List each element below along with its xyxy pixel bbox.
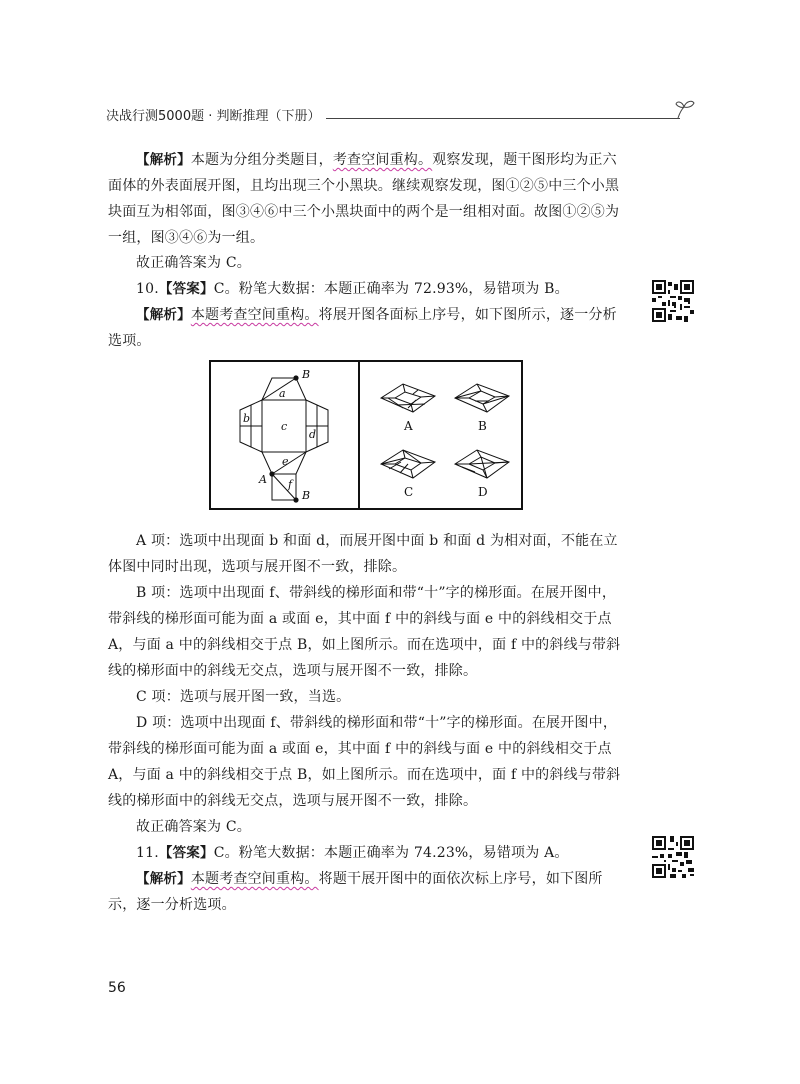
- option-c-solid: [381, 450, 435, 478]
- option-solids: [363, 362, 521, 508]
- q9-conclusion: 故正确答案为 C。: [136, 255, 251, 271]
- qr-code-icon[interactable]: [652, 280, 694, 322]
- option-label-b: B: [478, 419, 487, 433]
- point-label-b-top: B: [302, 368, 311, 381]
- q9-analysis: 【解析】本题为分组分类题目，考查空间重构。观察发现，题干图形均为正六面体的外表面展开图，且均出现三个小黑块。继续观察发现，图①②⑤中三个小黑块面互为相邻面，图③④⑥中三个小黑块面中的两个是一组相对面。故图①②⑤为一组，图③④⑥为一组。: [108, 152, 620, 246]
- option-d-solid: [455, 450, 509, 478]
- point-b-bottom-marker: [293, 497, 298, 502]
- q10-conclusion: 故正确答案为 C。: [136, 819, 251, 835]
- option-a-solid: [381, 384, 435, 412]
- sprout-icon: [674, 97, 696, 119]
- option-b-solid: [455, 384, 509, 412]
- point-label-b-bottom: B: [302, 489, 311, 502]
- q11-analysis: 【解析】本题考查空间重构。将题干展开图中的面依次标上序号，如下图所示，逐一分析选项。: [108, 871, 603, 913]
- point-label-a: A: [259, 473, 267, 486]
- q10-option-c-analysis: C 项：选项与展开图一致，当选。: [136, 689, 351, 705]
- face-label-e: e: [282, 455, 289, 468]
- running-header: [106, 107, 696, 131]
- face-label-f: f: [288, 478, 293, 491]
- book-title: 决战行测5000题 · 判断推理（下册）: [106, 107, 326, 127]
- face-label-a: a: [279, 387, 286, 400]
- option-label-a: A: [404, 419, 413, 433]
- q10-answer: 10.【答案】C。粉笔大数据：本题正确率为 72.93%，易错项为 B。: [136, 281, 569, 297]
- face-label-b: b: [243, 412, 251, 425]
- q11-answer: 11.【答案】C。粉笔大数据：本题正确率为 74.23%，易错项为 A。: [136, 845, 569, 861]
- q10-figure: [209, 360, 523, 510]
- point-b-top-marker: [293, 375, 298, 380]
- page-number: 56: [108, 980, 126, 996]
- option-label-c: C: [404, 485, 414, 499]
- q10-option-a-analysis: A 项：选项中出现面 b 和面 d，而展开图中面 b 和面 d 为相对面，不能在立体图中同时出现，选项与展开图不一致，排除。: [108, 533, 618, 575]
- q10-analysis: 【解析】本题考查空间重构。将展开图各面标上序号，如下图所示，逐一分析选项。: [108, 307, 617, 349]
- q10-option-d-analysis: D 项：选项中出现面 f、带斜线的梯形面和带“十”字的梯形面。在展开图中，带斜线的梯形面可能为面 a 或面 e，其中面 f 中的斜线与面 e 中的斜线相交于点 A，与面 a 中的斜线相交于点 B，如上图所示。而在选项中，面 f 中的斜线与带斜线的梯形面中的斜线无交点，选项与展开图不一致，排除。: [108, 715, 621, 809]
- option-label-d: D: [478, 485, 488, 499]
- figure-divider: [358, 362, 360, 508]
- face-label-d: d: [309, 428, 317, 441]
- qr-code-icon[interactable]: [652, 836, 694, 878]
- point-a-marker: [269, 471, 274, 476]
- q10-option-b-analysis: B 项：选项中出现面 f、带斜线的梯形面和带“十”字的梯形面。在展开图中，带斜线的梯形面可能为面 a 或面 e，其中面 f 中的斜线与面 e 中的斜线相交于点 A，与面 a 中的斜线相交于点 B，如上图所示。而在选项中，面 f 中的斜线与带斜线的梯形面中的斜线无交点，选项与展开图不一致，排除。: [108, 585, 621, 679]
- cube-net-diagram: [217, 364, 353, 508]
- face-label-c: c: [281, 420, 288, 433]
